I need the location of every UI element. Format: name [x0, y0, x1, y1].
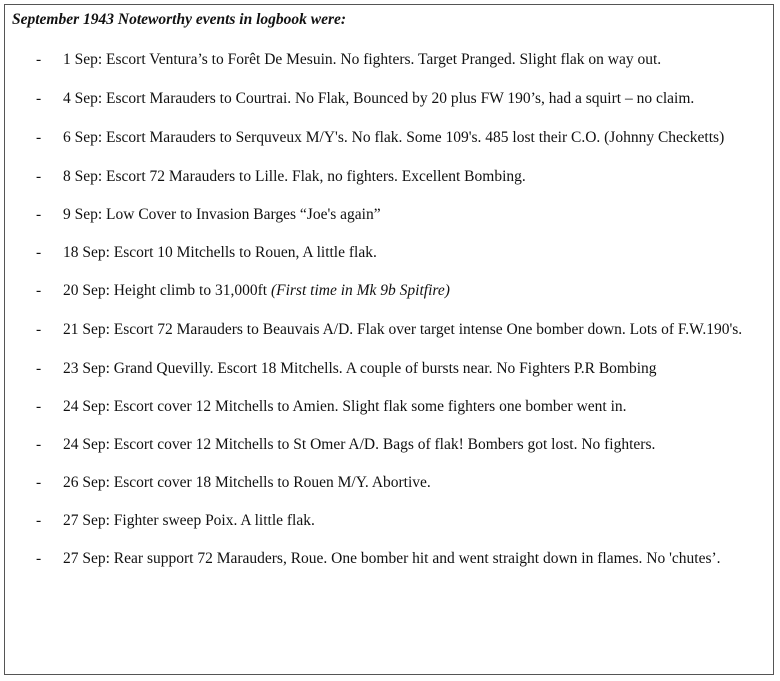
entry-text: 9 Sep: Low Cover to Invasion Barges “Joe's again”	[63, 206, 381, 223]
list-item	[5, 167, 773, 186]
list-item	[5, 397, 773, 416]
bullet-dash: -	[36, 474, 42, 491]
bullet-dash: -	[36, 436, 42, 453]
entry-text: 24 Sep: Escort cover 12 Mitchells to St Omer A/D. Bags of flak! Bombers got lost. No fighters.	[63, 436, 656, 453]
bullet-dash: -	[36, 398, 42, 415]
logbook-box	[4, 4, 774, 675]
entry-text: 18 Sep: Escort 10 Mitchells to Rouen, A little flak.	[63, 244, 377, 261]
entry-text: 24 Sep: Escort cover 12 Mitchells to Amien. Slight flak some fighters one bomber went in.	[63, 398, 627, 415]
entry-text: 27 Sep: Fighter sweep Poix. A little flak.	[63, 512, 315, 529]
list-item	[5, 205, 773, 224]
entry-note: (First time in Mk 9b Spitfire)	[270, 282, 450, 299]
entry-text: 27 Sep: Rear support 72 Marauders, Roue. One bomber hit and went straight down in flames. No 'chutes’.	[63, 550, 721, 567]
list-item	[5, 359, 773, 378]
list-item	[5, 549, 773, 568]
entry-text: 20 Sep: Height climb to 31,000ft	[63, 282, 271, 299]
entry-text: 23 Sep: Grand Quevilly. Escort 18 Mitchells. A couple of bursts near. No Fighters P.R Bombing	[63, 360, 657, 377]
list-item	[5, 320, 773, 339]
bullet-dash: -	[36, 550, 42, 567]
bullet-dash: -	[36, 90, 42, 107]
list-item	[5, 128, 773, 147]
list-item	[5, 435, 773, 454]
bullet-dash: -	[36, 512, 42, 529]
entry-text: 6 Sep: Escort Marauders to Serquveux M/Y's. No flak. Some 109's. 485 lost their C.O. (Johnny Checketts)	[63, 129, 725, 146]
bullet-dash: -	[36, 321, 42, 338]
event-list	[5, 50, 773, 587]
entry-text: 8 Sep: Escort 72 Marauders to Lille. Flak, no fighters. Excellent Bombing.	[63, 168, 526, 185]
list-item	[5, 511, 773, 530]
list-item	[5, 473, 773, 492]
bullet-dash: -	[36, 282, 42, 299]
list-item	[5, 50, 773, 69]
entry-text: 21 Sep: Escort 72 Marauders to Beauvais A/D. Flak over target intense One bomber down. Lots of F.W.190's.	[63, 321, 743, 338]
page-title: September 1943 Noteworthy events in logbook were:	[12, 11, 347, 28]
bullet-dash: -	[36, 168, 42, 185]
list-item	[5, 243, 773, 262]
bullet-dash: -	[36, 244, 42, 261]
entry-text: 1 Sep: Escort Ventura’s to Forêt De Mesuin. No fighters. Target Pranged. Slight flak on way out.	[63, 51, 662, 68]
entry-text: 4 Sep: Escort Marauders to Courtrai. No Flak, Bounced by 20 plus FW 190’s, had a squirt – no claim.	[63, 90, 695, 107]
bullet-dash: -	[36, 129, 42, 146]
bullet-dash: -	[36, 51, 42, 68]
list-item	[5, 281, 773, 300]
bullet-dash: -	[36, 360, 42, 377]
list-item	[5, 89, 773, 108]
entry-text: 26 Sep: Escort cover 18 Mitchells to Rouen M/Y. Abortive.	[63, 474, 431, 491]
bullet-dash: -	[36, 206, 42, 223]
